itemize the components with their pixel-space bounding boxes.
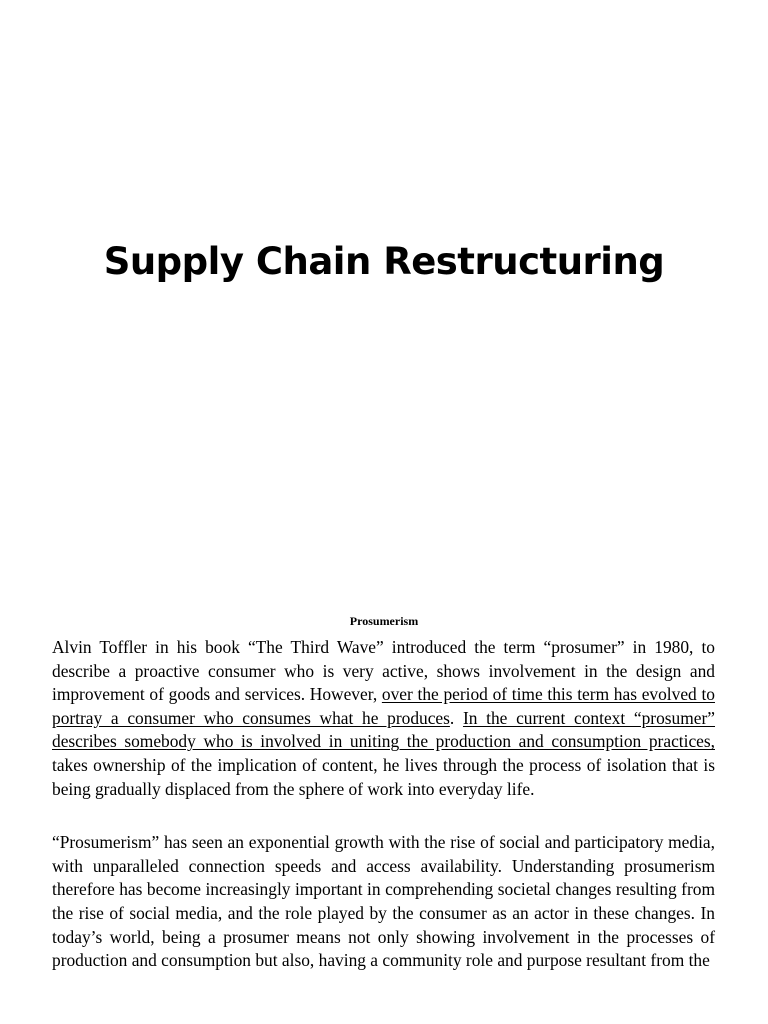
document-body xyxy=(52,636,715,973)
paragraph-2-text: “Prosumerism” has seen an exponential growth with the rise of social and participatory media, with unparalleled connection speeds and access availability. Understanding prosumerism therefore has become increasingly important in comprehending societal changes resulting from the rise of social media, and the role played by the consumer as an actor in these changes. In today’s world, being a prosumer means not only showing involvement in the processes of production and consumption but also, having a community role and purpose resultant from the xyxy=(52,832,715,971)
section-heading: Prosumerism xyxy=(349,614,419,628)
paragraph-1 xyxy=(52,636,715,801)
paragraph-1-text-b: . xyxy=(449,707,463,728)
paragraph-1-text-c: takes ownership of the implication of content, he lives through the process of isolation that is being gradually displaced from the sphere of work into everyday life. xyxy=(52,754,715,799)
paragraph-2 xyxy=(52,831,715,973)
paragraph-1-underlined-a: over the period of time this term has evolved to portray a consumer who consumes what he produces xyxy=(52,684,715,728)
paragraph-1-text-a: Alvin Toffler in his book “The Third Wave” introduced the term “prosumer” in 1980, to describe a proactive consumer who is very active, shows involvement in the design and improvement of goods and services. However, xyxy=(52,637,715,705)
page-title: Supply Chain Restructuring xyxy=(103,240,665,283)
paragraph-1-underlined-b: In the current context “prosumer” describes somebody who is involved in uniting the production and consumption practices, xyxy=(52,707,716,752)
